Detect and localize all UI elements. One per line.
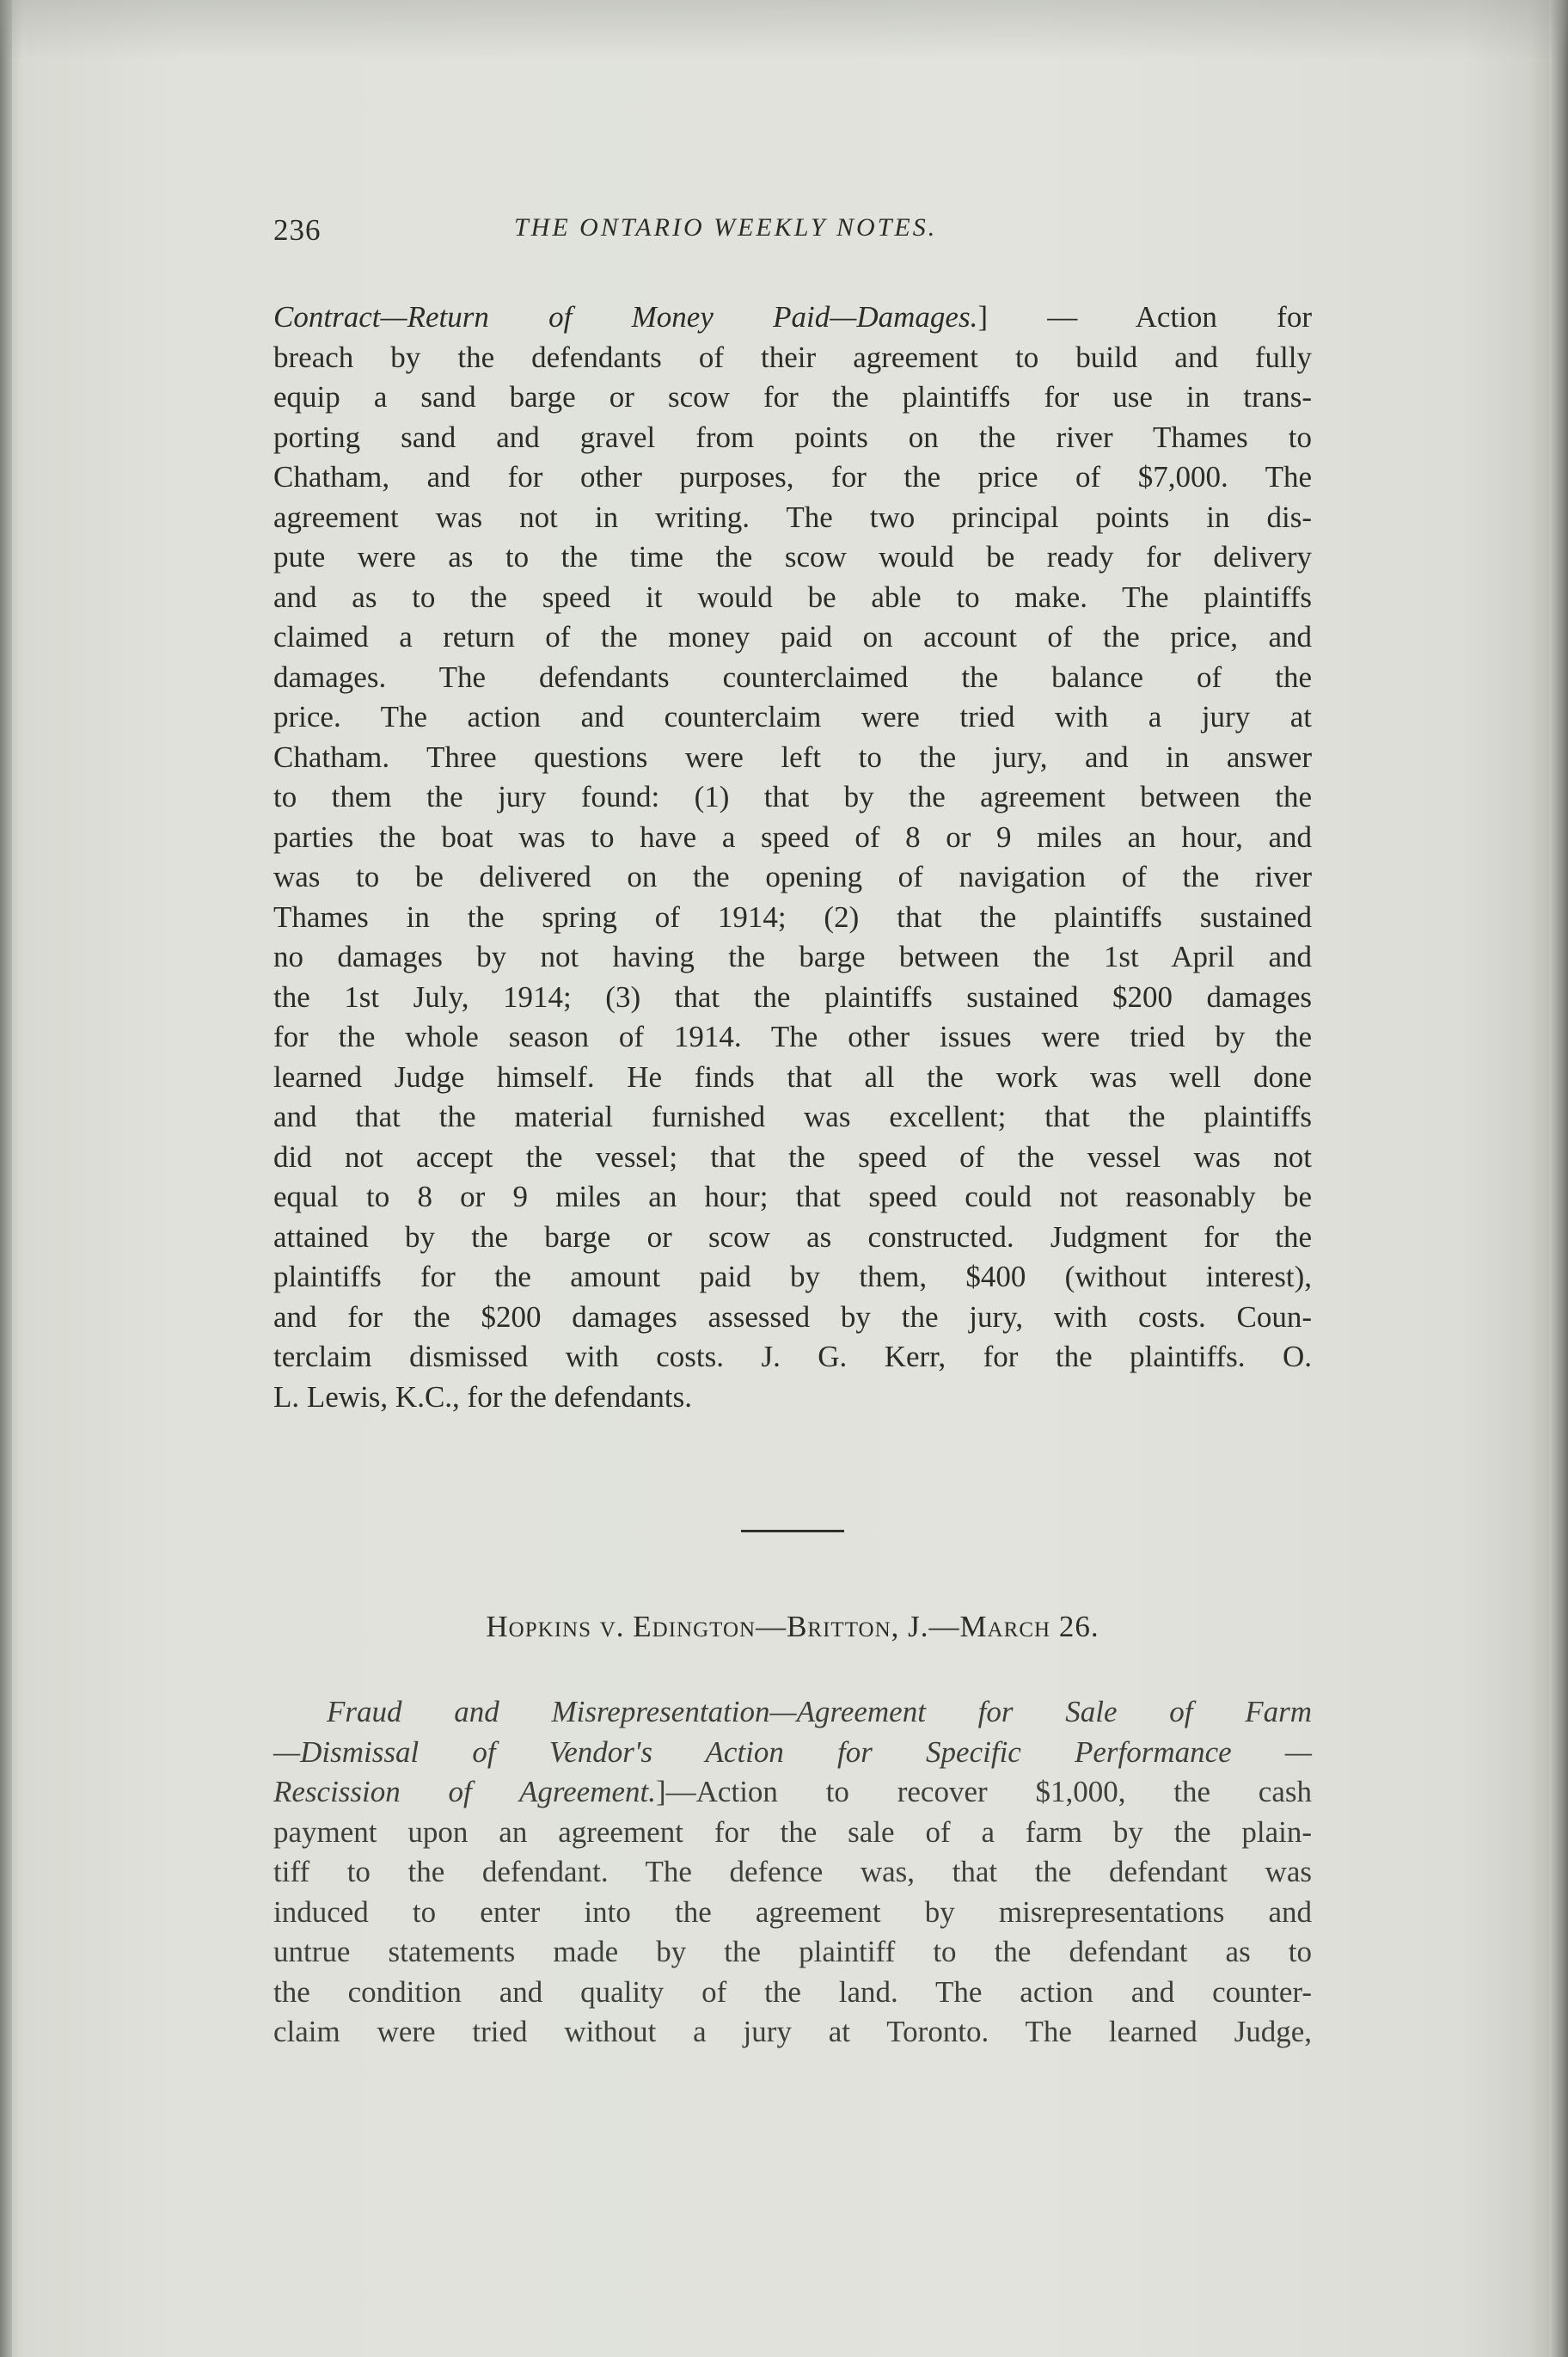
- report-line: claimed a return of the money paid on account of the price, and: [273, 620, 1312, 654]
- line-text: ] — Action for: [977, 300, 1312, 334]
- report-line: L. Lewis, K.C., for the defendants.: [273, 1379, 692, 1414]
- report-line: price. The action and counterclaim were tried with a jury at: [273, 700, 1312, 733]
- report-line: agreement was not in writing. The two principal points in dis-: [273, 500, 1312, 534]
- report-line: claim were tried without a jury at Toronto. The learned Judge,: [273, 2015, 1312, 2048]
- report-line: for the whole season of 1914. The other issues were tried by the: [273, 1020, 1312, 1053]
- report-line: [273, 1692, 1312, 1733]
- report-line: Chatham. Three questions were left to the jury, and in answer: [273, 740, 1312, 774]
- report-line: attained by the barge or scow as constructed. Judgment for the: [273, 1219, 1312, 1254]
- report-line: the condition and quality of the land. The action and counter-: [273, 1974, 1312, 2009]
- report-line: [273, 1733, 1312, 1773]
- report-line: Chatham, and for other purposes, for the price of $7,000. The: [273, 460, 1312, 494]
- report-line: [273, 298, 1312, 338]
- running-head: [273, 213, 1314, 256]
- report-line: plaintiffs for the amount paid by them, $400 (without interest),: [273, 1260, 1312, 1293]
- report-line: untrue statements made by the plaintiff to the defendant as to: [273, 1935, 1312, 1968]
- report-line: did not accept the vessel; that the speed of the vessel was not: [273, 1139, 1312, 1174]
- report-line: damages. The defendants counterclaimed the balance of the: [273, 660, 1312, 694]
- page-number: 236: [273, 213, 322, 247]
- case-date: —March 26.: [928, 1610, 1099, 1643]
- report-line: [273, 1772, 1312, 1813]
- section-divider: [741, 1530, 844, 1532]
- case-parties: Hopkins v. Edington: [486, 1610, 756, 1643]
- report-line: was to be delivered on the opening of navigation of the river: [273, 860, 1312, 893]
- report-line: Thames in the spring of 1914; (2) that the plaintiffs sustained: [273, 899, 1312, 934]
- report-line: tiff to the defendant. The defence was, that the defendant was: [273, 1855, 1312, 1888]
- report-line: and as to the speed it would be able to make. The plaintiffs: [273, 580, 1312, 614]
- report-line: and for the $200 damages assessed by the jury, with costs. Coun-: [273, 1299, 1312, 1334]
- line-text: ]—Action to recover $1,000, the cash: [656, 1775, 1312, 1808]
- catchwords: Fraud and Misrepresentation—Agreement for Sale of Farm: [327, 1695, 1312, 1728]
- journal-title: THE ONTARIO WEEKLY NOTES.: [514, 213, 938, 242]
- report-line: payment upon an agreement for the sale of a farm by the plain-: [273, 1814, 1312, 1849]
- report-line: and that the material furnished was excellent; that the plaintiffs: [273, 1100, 1312, 1133]
- case-judge: —Britton, J.: [756, 1610, 929, 1643]
- first-case-report: [273, 298, 1312, 1417]
- report-line: terclaim dismissed with costs. J. G. Kerr, for the plaintiffs. O.: [273, 1340, 1312, 1373]
- report-line: pute were as to the time the scow would be ready for delivery: [273, 540, 1312, 574]
- report-line: learned Judge himself. He finds that all the work was well done: [273, 1059, 1312, 1094]
- second-case-report: [273, 1692, 1312, 2053]
- page-gutter-edge: [0, 0, 12, 2357]
- report-line: induced to enter into the agreement by misrepresentations and: [273, 1894, 1312, 1929]
- report-line: breach by the defendants of their agreement to build and fully: [273, 340, 1312, 374]
- case-heading: [273, 1610, 1312, 1644]
- catchwords: Rescission of Agreement.: [273, 1775, 656, 1808]
- report-line: equal to 8 or 9 miles an hour; that speed could not reasonably be: [273, 1180, 1312, 1213]
- report-line: to them the jury found: (1) that by the agreement between the: [273, 780, 1312, 813]
- catchwords: Contract—Return of Money Paid—Damages.: [273, 300, 978, 334]
- report-line: parties the boat was to have a speed of 8 or 9 miles an hour, and: [273, 819, 1312, 854]
- report-line: no damages by not having the barge between the 1st April and: [273, 940, 1312, 973]
- report-line: the 1st July, 1914; (3) that the plaintiffs sustained $200 damages: [273, 979, 1312, 1014]
- page-top-shadow: [0, 0, 1568, 60]
- catchwords: —Dismissal of Vendor's Action for Specific Performance —: [273, 1734, 1312, 1769]
- report-line: porting sand and gravel from points on the river Thames to: [273, 420, 1312, 454]
- page-outer-edge: [1549, 0, 1568, 2357]
- report-line: equip a sand barge or scow for the plaintiffs for use in trans-: [273, 380, 1312, 414]
